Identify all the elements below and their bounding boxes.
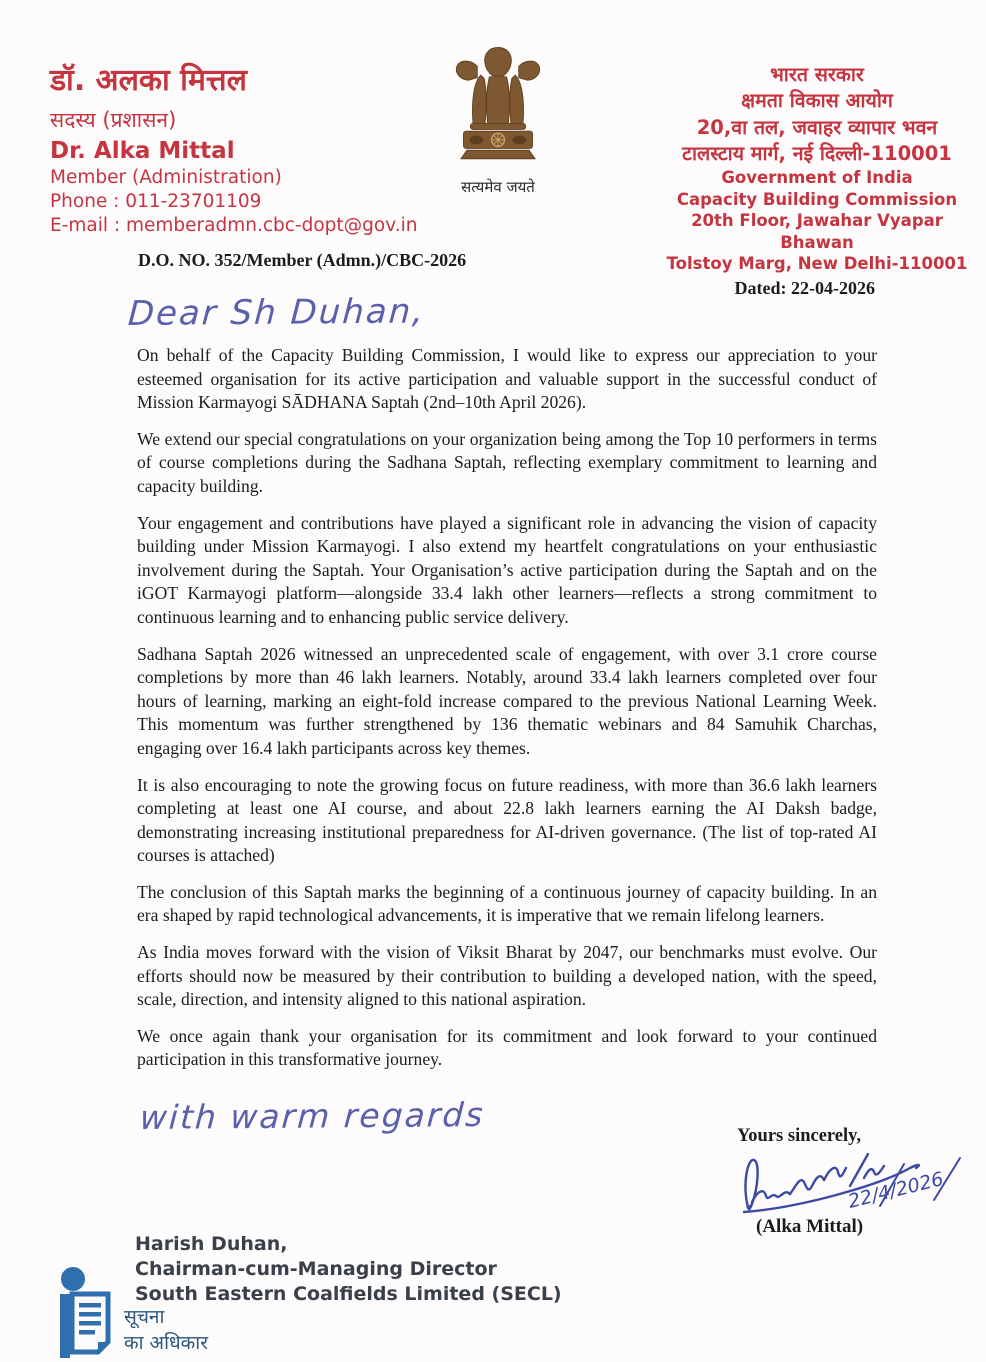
- recipient-company: South Eastern Coalfields Limited (SECL): [135, 1283, 562, 1305]
- rti-figure-icon: [52, 1266, 118, 1360]
- sender-name: Dr. Alka Mittal: [50, 137, 235, 164]
- handwritten-signature: [738, 1142, 974, 1222]
- address-line: Capacity Building Commission: [676, 189, 958, 209]
- rti-line1: सूचना: [124, 1306, 165, 1328]
- paragraph: As India moves forward with the vision of Viksit Bharat by 2047, our benchmarks must evolve. Our efforts should now be measured by their contribution to building a developed nation, with the speed, scale, direction, and intensity aligned to this national aspiration.: [137, 942, 877, 1010]
- do-reference-number: D.O. NO. 352/Member (Admn.)/CBC-2026: [138, 250, 467, 270]
- address-line: 20th Floor, Jawahar Vyapar Bhawan: [691, 211, 943, 252]
- recipient-name: Harish Duhan,: [135, 1233, 288, 1255]
- sender-email: E-mail : memberadmn.cbc-dopt@gov.in: [50, 214, 418, 236]
- letter-date: Dated: 22-04-2026: [734, 278, 875, 298]
- signatory-name: (Alka Mittal): [756, 1216, 864, 1237]
- emblem-motto: सत्यमेव जयते: [461, 178, 535, 196]
- paragraph: Sadhana Saptah 2026 witnessed an unprecedented scale of engagement, with over 3.1 crore course completions by more than 46 lakh learners. Notably, around 33.4 lakh learners completed over four hours of learning, marking an eight-fold increase compared to the previous National Learning Week. This momentum was further strengthened by 136 thematic webinars and 84 Samuhik Charchas, engaging over 16.4 lakh participants across key themes.: [137, 643, 877, 758]
- sender-title-hindi: सदस्य (प्रशासन): [50, 107, 177, 132]
- paragraph: We extend our special congratulations on your organization being among the Top 10 performers in terms of course completions during the Sadhana Saptah, reflecting exemplary commitment to learning and capacity building.: [137, 428, 877, 496]
- national-emblem: [440, 44, 556, 197]
- paragraph: It is also encouraging to note the growing focus on future readiness, with more than 36.6 lakh learners completing at least one AI course, and about 22.8 lakh learners earning the AI Daksh badge, demonstrating increasing institutional preparedness for AI-driven governance. (The list of top-rated AI courses is attached): [137, 774, 877, 866]
- closing-sincerely: Yours sincerely,: [737, 1126, 862, 1146]
- address-line: टालस्टाय मार्ग, नई दिल्ली-110001: [682, 141, 952, 165]
- sender-name-hindi: डॉ. अलका मित्तल: [50, 63, 247, 98]
- address-line: क्षमता विकास आयोग: [741, 89, 893, 113]
- sender-title: Member (Administration): [50, 166, 282, 188]
- paragraph: On behalf of the Capacity Building Commission, I would like to express our appreciation to your esteemed organisation for its active participation and valuable support in the successful conduct of Mission Karmayogi SĀDHANA Saptah (2nd–10th April 2026).: [137, 345, 877, 413]
- paragraph: We once again thank your organisation for its commitment and look forward to your continued participation in this transformative journey.: [137, 1025, 877, 1070]
- address-line: Tolstoy Marg, New Delhi-110001: [666, 254, 968, 273]
- ashoka-lion-capital-icon: [446, 44, 550, 170]
- paragraph: Your engagement and contributions have played a significant role in advancing the vision of capacity building under Mission Karmayogi. I also extend my heartfelt congratulations on your enthusiastic involvement during the Saptah. Your Organisation’s active participation during the Saptah and on the iGOT Karmayogi platform—alongside 33.4 lakh other learners—reflects a strong commitment to continuous learning and to enhancing public service delivery.: [137, 512, 877, 627]
- rti-line2: का अधिकार: [124, 1332, 208, 1354]
- signature-date: 22/4/2026: [845, 1167, 946, 1213]
- letter-body: [137, 344, 877, 1085]
- address-line: 20,वा तल, जवाहर व्यापार भवन: [696, 115, 938, 139]
- rti-logo: [52, 1266, 208, 1360]
- address-line: भारत सरकार: [770, 63, 864, 86]
- recipient-title: Chairman-cum-Managing Director: [135, 1258, 497, 1280]
- address-line: Government of India: [721, 168, 913, 188]
- handwritten-salutation: Dear Sh Duhan,: [126, 291, 427, 335]
- paragraph: The conclusion of this Saptah marks the beginning of a continuous journey of capacity building. In an era shaped by rapid technological advancements, it is imperative that we remain lifelong learners.: [137, 881, 877, 926]
- signature-scribble-icon: [738, 1142, 974, 1222]
- sender-phone: Phone : 011-23701109: [50, 190, 262, 212]
- office-address-block: [662, 62, 972, 274]
- rti-text: [124, 1304, 208, 1356]
- sender-block: [50, 62, 418, 236]
- handwritten-regards: with warm regards: [138, 1094, 486, 1138]
